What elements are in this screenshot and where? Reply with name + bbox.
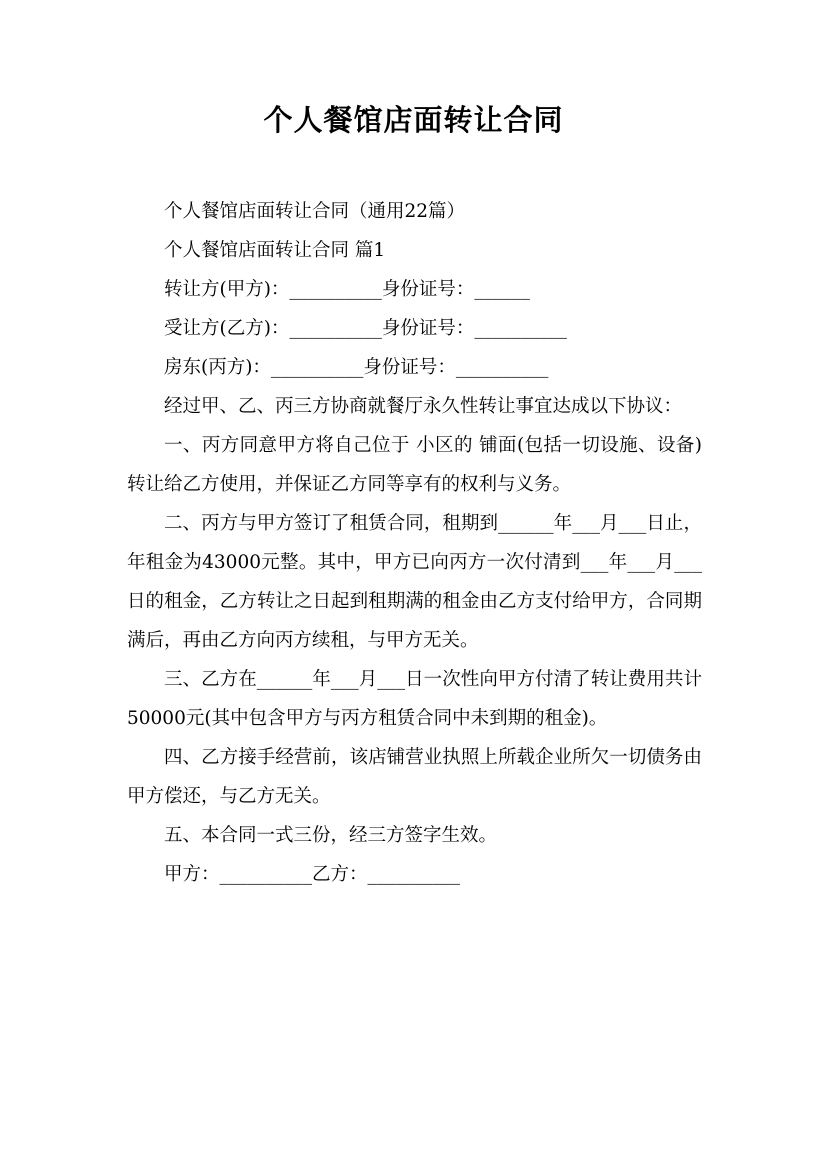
clause-2: 二、丙方与甲方签订了租赁合同，租期到______年___月___日止，年租金为43000元整。其中，甲方已向丙方一次付清到___年___月___日的租金，乙方转让之日起到租期满的租金由乙方支付给甲方，合同期满后，再由乙方向丙方续租，与甲方无关。 — [127, 513, 702, 651]
section-heading: 个人餐馆店面转让合同 篇1 — [164, 240, 386, 261]
intro-paragraph: 经过甲、乙、丙三方协商就餐厅永久性转让事宜达成以下协议： — [164, 396, 683, 417]
signature-line: 甲方：__________乙方：__________ — [164, 864, 461, 885]
party-c-line: 房东(丙方)：__________身份证号：__________ — [164, 357, 549, 378]
clause-3: 三、乙方在______年___月___日一次性向甲方付清了转让费用共计50000元(其中包含甲方与丙方租赁合同中未到期的租金)。 — [127, 669, 702, 729]
party-a-line: 转让方(甲方)：__________身份证号：______ — [164, 279, 530, 300]
clause-4: 四、乙方接手经营前，该店铺营业执照上所载企业所欠一切债务由甲方偿还，与乙方无关。 — [127, 747, 702, 807]
clause-5: 五、本合同一式三份，经三方签字生效。 — [164, 825, 498, 846]
subtitle-paragraph: 个人餐馆店面转让合同（通用22篇） — [164, 201, 466, 222]
party-b-line: 受让方(乙方)：__________身份证号：__________ — [164, 318, 567, 339]
document-body — [127, 192, 702, 894]
clause-1: 一、丙方同意甲方将自己位于 小区的 铺面(包括一切设施、设备)转让给乙方使用，并保证乙方同等享有的权利与义务。 — [127, 435, 702, 495]
document-title: 个人餐馆店面转让合同 — [263, 103, 564, 137]
